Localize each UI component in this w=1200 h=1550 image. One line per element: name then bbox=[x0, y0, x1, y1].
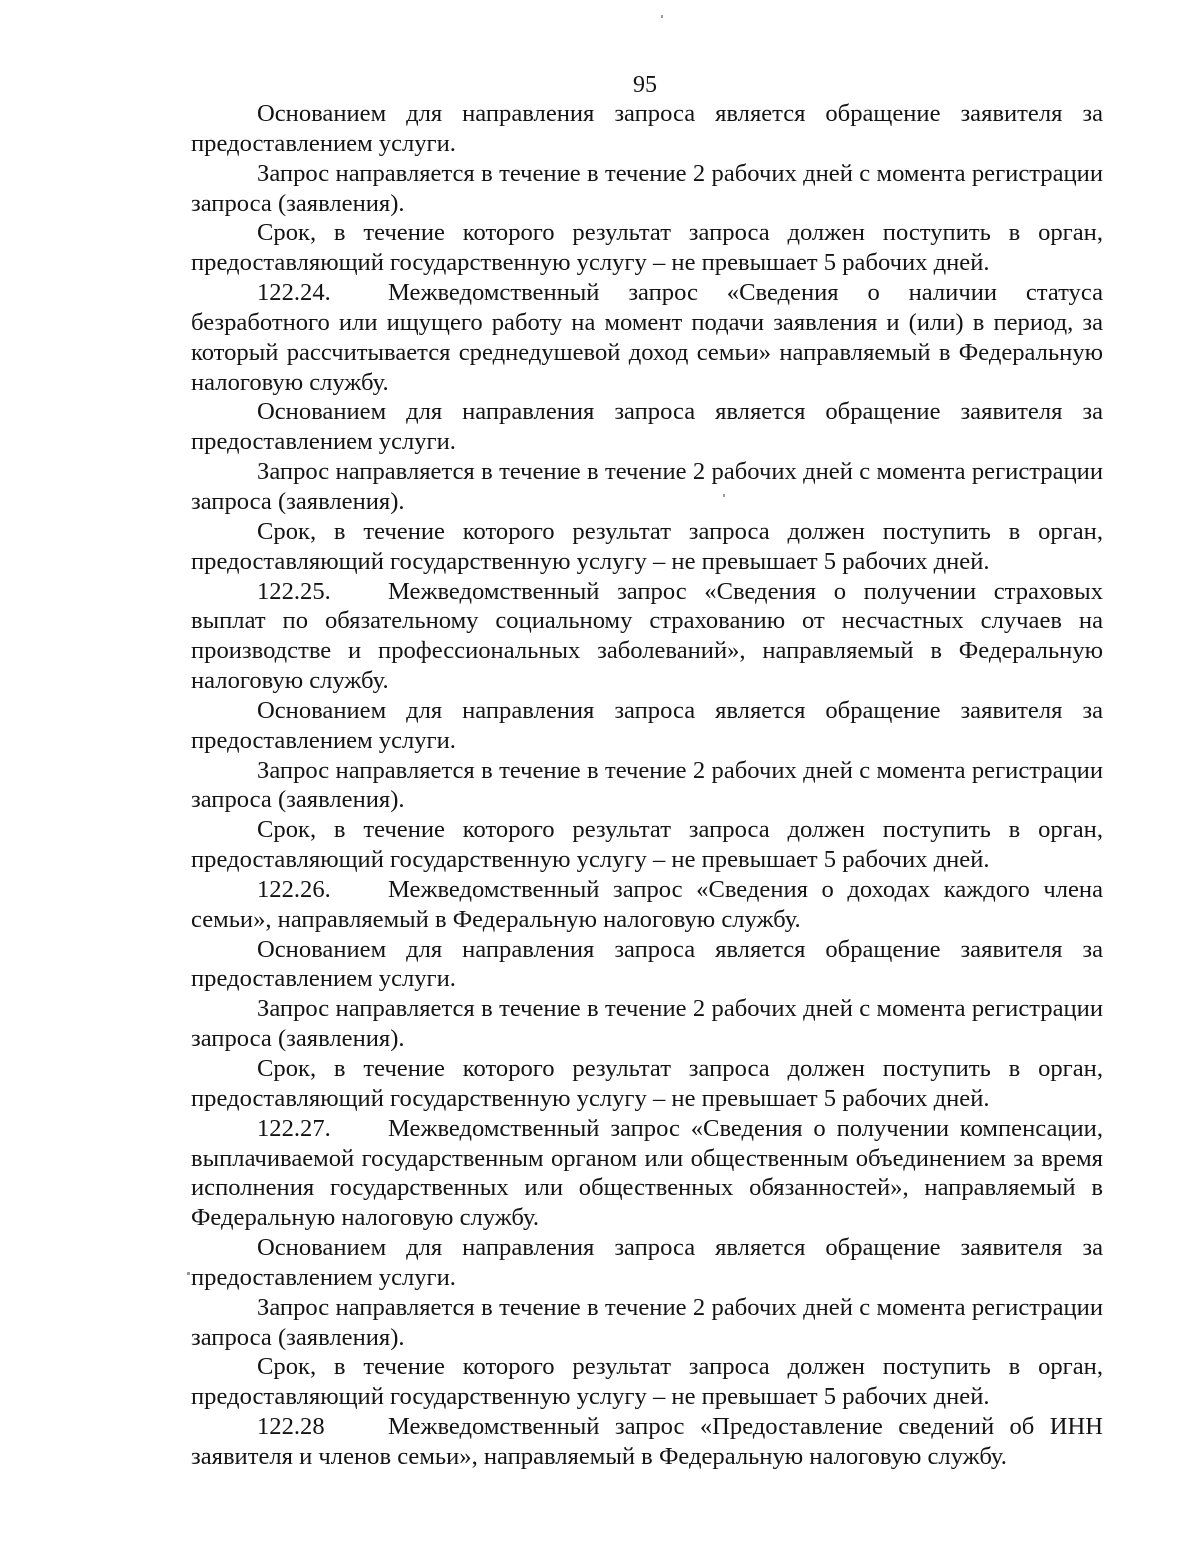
paragraph-text: Запрос направляется в течение в течение 2 рабочих дней с момента регистрации запроса (заявления). bbox=[191, 995, 1103, 1053]
paragraph bbox=[191, 159, 1103, 219]
page-number: 95 bbox=[633, 72, 657, 98]
paragraph-text: Основанием для направления запроса является обращение заявителя за предоставлением услуги. bbox=[191, 398, 1103, 456]
paragraph bbox=[191, 397, 1103, 457]
paragraph bbox=[191, 218, 1103, 278]
paragraph bbox=[191, 517, 1103, 577]
scan-speck bbox=[661, 15, 663, 18]
document-body bbox=[191, 99, 1103, 1472]
paragraph-text: Срок, в течение которого результат запроса должен поступить в орган, предоставляющий государственную услугу – не превышает 5 рабочих дней. bbox=[191, 517, 1103, 575]
paragraph-text: Основанием для направления запроса является обращение заявителя за предоставлением услуги. bbox=[191, 696, 1103, 754]
paragraph bbox=[191, 935, 1103, 995]
paragraph-text: Запрос направляется в течение в течение 2 рабочих дней с момента регистрации запроса (заявления). bbox=[191, 756, 1103, 814]
numbered-clause bbox=[191, 1114, 1103, 1233]
clause-number: 122.24. bbox=[257, 279, 331, 307]
paragraph-text: Межведомственный запрос «Сведения о доходах каждого члена семьи», направляемый в Федеральную налоговую службу. bbox=[191, 875, 1103, 933]
paragraph-text: Межведомственный запрос «Сведения о наличии статуса безработного или ищущего работу на момент подачи заявления и (или) в период, за который рассчитывается среднедушевой доход семьи» направляемый в Федеральную налоговую службу. bbox=[191, 279, 1103, 396]
paragraph-text: Межведомственный запрос «Предоставление сведений об ИНН заявителя и членов семьи», направляемый в Федеральную налоговую службу. bbox=[191, 1413, 1103, 1470]
clause-number: 122.27. bbox=[257, 1114, 331, 1142]
paragraph bbox=[191, 994, 1103, 1054]
numbered-clause bbox=[191, 278, 1103, 397]
paragraph bbox=[191, 756, 1103, 816]
paragraph bbox=[191, 457, 1103, 517]
scan-speck bbox=[187, 1272, 190, 1275]
paragraph-text: Межведомственный запрос «Сведения о получении страховых выплат по обязательному социальному страхованию от несчастных случаев на производстве и профессиональных заболеваний», направляемый в Федеральную налоговую службу. bbox=[191, 577, 1103, 695]
paragraph-text: Запрос направляется в течение в течение 2 рабочих дней с момента регистрации запроса (заявления). bbox=[191, 458, 1103, 515]
paragraph-text: Срок, в течение которого результат запроса должен поступить в орган, предоставляющий государственную услугу – не превышает 5 рабочих дней. bbox=[191, 219, 1103, 277]
paragraph bbox=[191, 99, 1103, 159]
paragraph bbox=[191, 696, 1103, 756]
numbered-clause bbox=[191, 1412, 1103, 1472]
paragraph bbox=[191, 1293, 1103, 1353]
numbered-clause bbox=[191, 577, 1103, 696]
paragraph-text: Межведомственный запрос «Сведения о получении компенсации, выплачиваемой государственным органом или общественным объединением за время исполнения государственных или общественных обязанностей», направляемый в Федеральную налоговую службу. bbox=[191, 1114, 1103, 1232]
clause-number: 122.28 bbox=[257, 1413, 325, 1441]
paragraph-text: Запрос направляется в течение в течение 2 рабочих дней с момента регистрации запроса (заявления). bbox=[191, 1293, 1103, 1351]
paragraph-text: Срок, в течение которого результат запроса должен поступить в орган, предоставляющий государственную услугу – не превышает 5 рабочих дней. bbox=[191, 816, 1103, 874]
paragraph-text: Основанием для направления запроса является обращение заявителя за предоставлением услуги. bbox=[191, 935, 1103, 993]
paragraph-text: Срок, в течение которого результат запроса должен поступить в орган, предоставляющий государственную услугу – не превышает 5 рабочих дней. bbox=[191, 1353, 1103, 1411]
paragraph-text: Срок, в течение которого результат запроса должен поступить в орган, предоставляющий государственную услугу – не превышает 5 рабочих дней. bbox=[191, 1055, 1103, 1112]
paragraph-text: Запрос направляется в течение в течение 2 рабочих дней с момента регистрации запроса (заявления). bbox=[191, 159, 1103, 217]
clause-number: 122.25. bbox=[257, 577, 331, 605]
paragraph bbox=[191, 815, 1103, 875]
paragraph bbox=[191, 1352, 1103, 1412]
clause-number: 122.26. bbox=[257, 875, 331, 903]
paragraph-text: Основанием для направления запроса является обращение заявителя за предоставлением услуги. bbox=[191, 1234, 1103, 1291]
numbered-clause bbox=[191, 875, 1103, 935]
paragraph-text: Основанием для направления запроса является обращение заявителя за предоставлением услуги. bbox=[191, 100, 1103, 157]
paragraph bbox=[191, 1233, 1103, 1293]
paragraph bbox=[191, 1054, 1103, 1114]
